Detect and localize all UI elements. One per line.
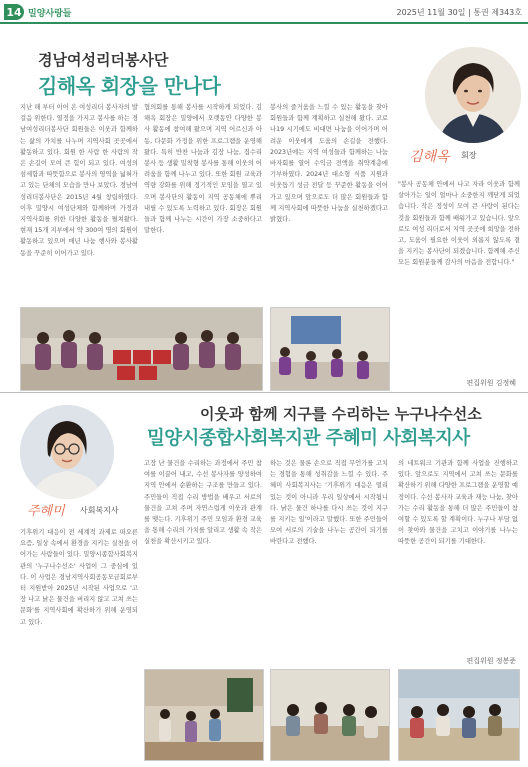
article1-quote-text: "봉사 공동체 안에서 나고 자라 이웃과 함께 살아가는 일이 얼마나 소중한지 깨닫게 되었습니다. 작은 정성이 모여 큰 사랑이 된다는 것을 회원들과 함께 배워가고 있습니다. 앞으로도 여성 리더로서 지역 곳곳에 희망을 전하고, 도움이 필요한 이웃이 외롭지 않도록 곁을 지키는 봉사단이 되겠습니다. 함께해 주신 모든 회원분들께 감사의 마음을 전합니다." <box>398 181 520 267</box>
article2-col2-text: 고장 난 물건을 수리하는 과정에서 주민 참여를 이끌어 내고, 수선 봉사자를 양성하여 지역 안에서 순환하는 구조를 만들고 있다. 주민들이 직접 수리 방법을 배우고 서로의 물건을 고쳐 주며 자연스럽게 이웃과 관계를 맺는다. 기후위기 주민 모임과 환경 교육을 통해 수리의 가치를 알리고 생활 속 작은 실천을 확산시키고 있다. <box>144 460 262 546</box>
article2-col4-text: 의 네트워크 기관과 함께 사업을 진행하고 있다. 앞으로도 지역에서 고쳐 쓰는 문화를 확산하기 위해 다양한 프로그램을 운영할 예정이다. 수선 봉사자 교육과 재능 나눔, 찾아가는 수리 활동을 통해 더 많은 주민들이 참여할 수 있도록 할 계획이다. 누구나 부담 없이 찾아와 물건을 고치고 이야기를 나누는 따뜻한 공간이 되기를 기대한다. <box>398 460 518 546</box>
publication-name: 밀양사랑들 <box>28 9 72 19</box>
article1-group-photo <box>20 307 263 391</box>
article1-col1-text: 지난 해 부터 이어 온 여성리더 봉사자의 발걸음 위한다. 열정을 가지고 봉사를 하는 경남여성리더봉사단 회원들은 이웃과 함께하는 삶의 가치를 나누며 지역사회 곳곳에서 활동하고 있다. 회원 한 사람 한 사람의 작은 손길이 모여 큰 힘이 되고 있다. 여성의 섬세함과 따뜻함으로 봉사의 영역을 넓혀가고 있는 단체의 모습을 만나 보았다. 경남여성리더봉사단은 2015년 4월 창립하였다. 이후 밀양시 여성단체와 함께하며 가정과 지역사회를 위한 다양한 활동을 펼쳐왔다. 현재 15개 지부에서 약 300여 명의 회원이 활동하고 있으며 매년 나눔 행사와 봉사활동을 꾸준히 이어가고 있다. <box>20 104 138 257</box>
article1-signature: 김해옥 <box>409 149 450 165</box>
article1-portrait <box>425 47 521 143</box>
article1-subtitle: 경남여성리더봉사단 <box>38 51 169 69</box>
portrait-young-woman-image <box>20 405 114 499</box>
page-number-badge: 14 <box>4 4 24 20</box>
article2-column-3 <box>270 458 388 658</box>
article2-portrait <box>20 405 114 499</box>
header-rule <box>0 22 528 24</box>
article2-photo-2 <box>270 669 390 761</box>
article1-title: 김해옥 회장을 만나다 <box>38 74 221 98</box>
article2-subtitle: 이웃과 함께 지구를 수리하는 누구나수선소 <box>200 405 482 423</box>
article2-signature: 주혜미 <box>27 504 65 519</box>
article1-col2-text: 협의회를 통해 봉사를 시작하게 되었다. 김해옥 회장은 밀양에서 오랫동안 다양한 봉사 활동에 참여해 왔으며 지역 어르신과 아동, 다문화 가정을 위한 프로그램을 운영해 왔다. 특히 반찬 나눔과 김장 나눔, 집수리 봉사 등 생활 밀착형 봉사를 통해 이웃의 어려움을 함께 나누고 있다. 또한 회원 교육과 역량 강화를 위해 정기적인 모임을 열고 있으며 봉사단의 활동이 지역 공동체에 뿌리내릴 수 있도록 노력하고 있다. 회장은 회원들과 함께 나누는 시간이 가장 소중하다고 말한다. <box>144 104 262 235</box>
article1-column-3 <box>270 102 388 304</box>
article1-col3-text: 봉사의 즐거움을 느낄 수 있는 활동을 찾아 회원들과 함께 계획하고 실천해 왔다. 코로나19 시기에도 비대면 나눔을 이어가며 어려운 이웃에게 도움의 손길을 전했다. 2023년에는 지역 여성들과 함께하는 나눔 바자회를 열어 수익금 전액을 취약계층에 기부하였다. 2024년 대소형 식품 지원과 이웃돕기 성금 전달 등 꾸준한 활동을 이어가고 있으며 앞으로도 더 많은 회원들과 함께 지역사회에 따뜻한 나눔을 실천하겠다고 밝혔다. <box>270 104 388 224</box>
article1-role: 회장 <box>461 151 477 160</box>
article1-reporter: 편집위원 김정혜 <box>466 379 516 387</box>
issue-date: 2025년 11월 30일 | 통권 제343호 <box>396 8 522 17</box>
article2-photo-3 <box>398 669 520 761</box>
article1-column-1 <box>20 102 138 304</box>
article1-event-photo <box>270 307 390 391</box>
section-divider <box>0 392 528 393</box>
article2-column-2 <box>144 458 262 658</box>
article1-column-2 <box>144 102 262 304</box>
article2-photo-1 <box>144 669 264 761</box>
article2-reporter: 편집위원 정봉준 <box>466 657 516 665</box>
article2-col1-text: 기후위기 대응이 전 세계적 과제로 떠오른 요즘, 일상 속에서 환경을 지키는 실천을 이어가는 사람들이 있다. 밀양시종합사회복지관의 '누구나수선소' 사업이 그 중심에 있다. 이 사업은 경남지역사회공동모금회로부터 지원받아 2025년 시작된 사업으로 '고장 나고 낡은 물건을 버리지 않고 고쳐 쓰는 문화'를 지역사회에 확산하기 위해 운영되고 있다. <box>20 529 138 626</box>
article2-title: 밀양시종합사회복지관 주혜미 사회복지사 <box>147 428 470 449</box>
article1-quote-column <box>398 179 520 375</box>
portrait-woman-image <box>425 47 521 143</box>
article2-column-4 <box>398 458 518 654</box>
article2-role: 사회복지사 <box>80 506 119 515</box>
article2-column-1 <box>20 527 138 759</box>
article2-col3-text: 하는 것은 물론 손으로 직접 무언가를 고치는 경험을 통해 성취감을 느낄 수 있다. 주혜미 사회복지사는 '기후위기 대응은 멀리 있는 것이 아니라 우리 일상에서 시작됩니다. 낡은 물건 하나를 다시 쓰는 것이 지구를 지키는 일'이라고 말했다. 또한 주민들이 모여 서로의 기술을 나누는 공간이 되기를 바란다고 전했다. <box>270 460 388 546</box>
